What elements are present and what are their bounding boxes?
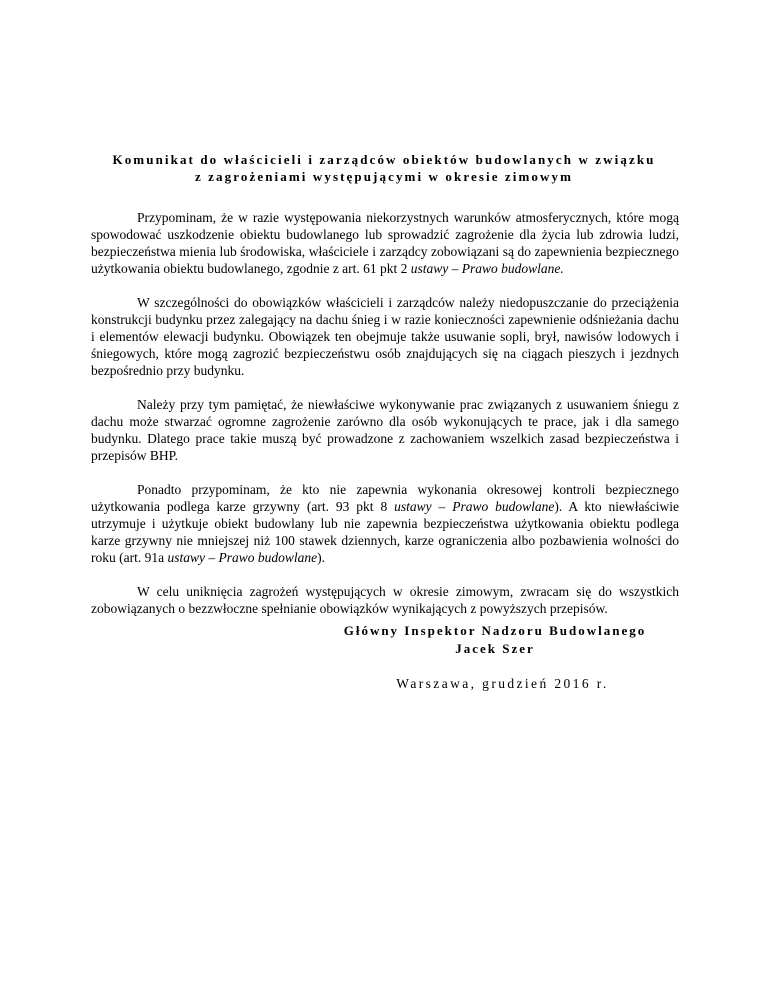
paragraph-4-law-reference-2: ustawy – Prawo budowlane — [167, 550, 318, 565]
place-and-date: Warszawa, grudzień 2016 r. — [396, 676, 609, 691]
paragraph-2: W szczególności do obowiązków właścicieli i zarządców należy niedopuszczanie do przeciążenia konstrukcji budynku przez zalegający na dachu śnieg i w razie konieczności zapewnienie odśnieżania dachu i elementów elewacji budynku. Obowiązek ten obejmuje także usuwanie sopli, brył, nawisów lodowych i śniegowych, które mogą zagrozić bezpieczeństwu osób znajdujących się na ciągach pieszych i jezdnych bezpośrednio przy budynku. — [91, 295, 679, 378]
paragraph-4 — [91, 481, 679, 566]
signature-name: Jacek Szer — [455, 641, 535, 656]
paragraph-4-law-reference-1: ustawy – Prawo budowlane — [394, 499, 555, 514]
title-line-1: Komunikat do właścicieli i zarządców obiektów budowlanych w związku — [112, 152, 656, 167]
paragraph-5: W celu uniknięcia zagrożeń występujących w okresie zimowym, zwracam się do wszystkich zobowiązanych o bezzwłoczne spełnianie obowiązków wynikających z powyższych przepisów. — [91, 584, 679, 616]
paragraph-4-text-c: ). — [317, 550, 325, 565]
title-line-2: z zagrożeniami występującymi w okresie zimowym — [194, 169, 574, 184]
paragraph-1-text: Przypominam, że w razie występowania niekorzystnych warunków atmosferycznych, które mogą spowodować uszkodzenie obiektu budowlanego lub sprowadzić zagrożenie dla życia lub zdrowia ludzi, bezpieczeństwa mienia lub środowiska, właściciele i zarządcy zobowiązani są do zapewnienia bezpiecznego użytkowania obiektu budowlanego, zgodnie z art. 61 pkt 2 — [91, 210, 679, 276]
signature-position: Główny Inspektor Nadzoru Budowlanego — [343, 623, 647, 638]
paragraph-1 — [91, 209, 679, 277]
document-title — [80, 151, 688, 185]
document-body — [91, 209, 679, 634]
paragraph-3: Należy przy tym pamiętać, że niewłaściwe wykonywanie prac związanych z usuwaniem śniegu z dachu może stwarzać ogromne zagrożenie zarówno dla osób wykonujących te prace, jak i dla samego budynku. Dlatego prace takie muszą być prowadzone z zachowaniem wszelkich zasad bezpieczeństwa i przepisów BHP. — [91, 397, 679, 463]
paragraph-4-text-b: ). A kto niewłaściwie utrzymuje i użytkuje obiekt budowlany lub nie zapewnia bezpieczeństwa użytkowania obiektu podlega karze grzywny nie mniejszej niż 100 stawek dziennych, karze ograniczenia albo pozbawienia wolności do roku (art. 91a — [91, 499, 679, 565]
paragraph-1-law-reference: ustawy – Prawo budowlane. — [410, 261, 564, 276]
signature-block — [330, 622, 660, 658]
paragraph-4-text-a: Ponadto przypominam, że kto nie zapewnia wykonania okresowej kontroli bezpiecznego użytkowania podlega karze grzywny (art. 93 pkt 8 — [91, 482, 679, 514]
